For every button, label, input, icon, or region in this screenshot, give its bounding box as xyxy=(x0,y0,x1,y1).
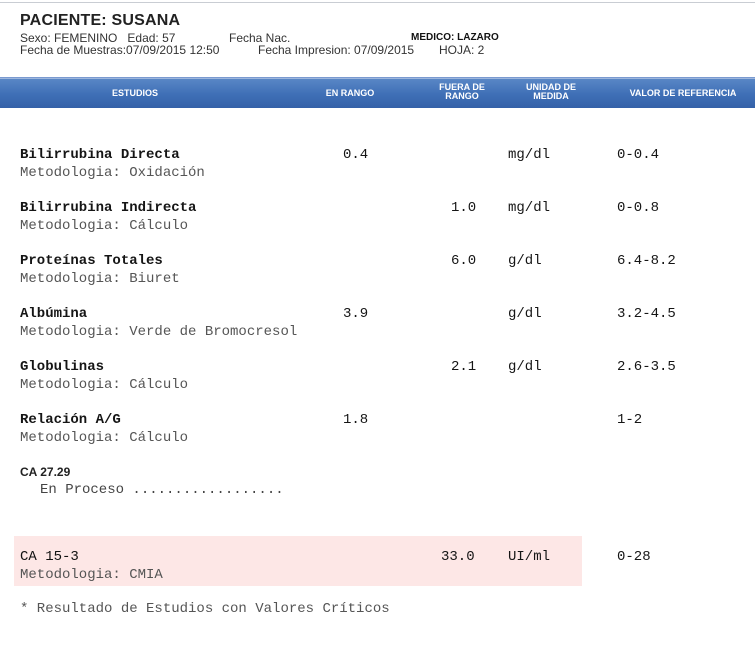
value-fuera-rango: 33.0 xyxy=(441,549,475,565)
reference: 0-0.4 xyxy=(617,147,660,163)
unit: g/dl xyxy=(508,253,542,269)
study-method: Metodologia: Biuret xyxy=(20,271,180,287)
sexo-value: FEMENINO xyxy=(54,31,118,45)
medico: MEDICO: LAZARO xyxy=(411,32,499,43)
value-en-rango: 3.9 xyxy=(343,306,369,322)
ca2729-title: CA 27.29 xyxy=(20,465,71,479)
study-name: Bilirrubina Indirecta xyxy=(20,200,197,216)
reference: 3.2-4.5 xyxy=(617,306,676,322)
unit: g/dl xyxy=(508,306,542,322)
reference: 2.6-3.5 xyxy=(617,359,676,375)
critical-footnote: * Resultado de Estudios con Valores Críticos xyxy=(20,601,390,617)
study-method: Metodologia: CMIA xyxy=(20,567,163,583)
study-name: Globulinas xyxy=(20,359,105,375)
edad-label: Edad: xyxy=(127,31,159,45)
column-header-band xyxy=(0,77,755,108)
sexo-label: Sexo: xyxy=(20,31,51,45)
unit: UI/ml xyxy=(508,549,551,565)
reference: 0-0.8 xyxy=(617,200,660,216)
study-method: Metodologia: Cálculo xyxy=(20,430,189,446)
study-name: Proteínas Totales xyxy=(20,253,163,269)
col-unidad-line2: MEDIDA xyxy=(533,91,569,101)
reference: 1-2 xyxy=(617,412,643,428)
col-referencia: VALOR DE REFERENCIA xyxy=(629,88,737,98)
col-en-rango: EN RANGO xyxy=(325,88,375,98)
study-method: Metodologia: Verde de Bromocresol xyxy=(20,324,298,340)
value-en-rango: 0.4 xyxy=(343,147,369,163)
fecha-nac: Fecha Nac. xyxy=(229,31,291,45)
unit: mg/dl xyxy=(508,200,551,216)
fecha-impresion: Fecha Impresion: 07/09/2015 xyxy=(258,43,415,57)
value-fuera-rango: 1.0 xyxy=(451,200,477,216)
study-name: Relación A/G xyxy=(20,412,121,428)
fecha-muestras: Fecha de Muestras:07/09/2015 12:50 xyxy=(20,43,220,57)
ca2729-status: En Proceso .................. xyxy=(40,482,284,498)
col-estudios: ESTUDIOS xyxy=(111,88,158,98)
unit: mg/dl xyxy=(508,147,551,163)
col-unidad xyxy=(518,83,584,101)
study-method: Metodologia: Cálculo xyxy=(20,377,189,393)
col-fuera-rango xyxy=(432,83,492,101)
value-fuera-rango: 2.1 xyxy=(451,359,477,375)
col-fuera-rango-line2: RANGO xyxy=(445,91,479,101)
study-method: Metodologia: Cálculo xyxy=(20,218,189,234)
value-en-rango: 1.8 xyxy=(343,412,369,428)
top-rule xyxy=(0,2,755,3)
unit: g/dl xyxy=(508,359,542,375)
hoja: HOJA: 2 xyxy=(439,43,485,57)
col-unidad-line1: UNIDAD DE xyxy=(525,82,576,92)
study-method: Metodologia: Oxidación xyxy=(20,165,205,181)
study-name: CA 15-3 xyxy=(20,549,79,565)
value-fuera-rango: 6.0 xyxy=(451,253,477,269)
col-fuera-rango-line1: FUERA DE xyxy=(439,82,485,92)
patient-name: PACIENTE: SUSANA xyxy=(20,12,181,29)
reference: 6.4-8.2 xyxy=(617,253,676,269)
edad-value: 57 xyxy=(162,31,176,45)
study-name: Bilirrubina Directa xyxy=(20,147,180,163)
study-name: Albúmina xyxy=(20,306,88,322)
reference: 0-28 xyxy=(617,549,651,565)
